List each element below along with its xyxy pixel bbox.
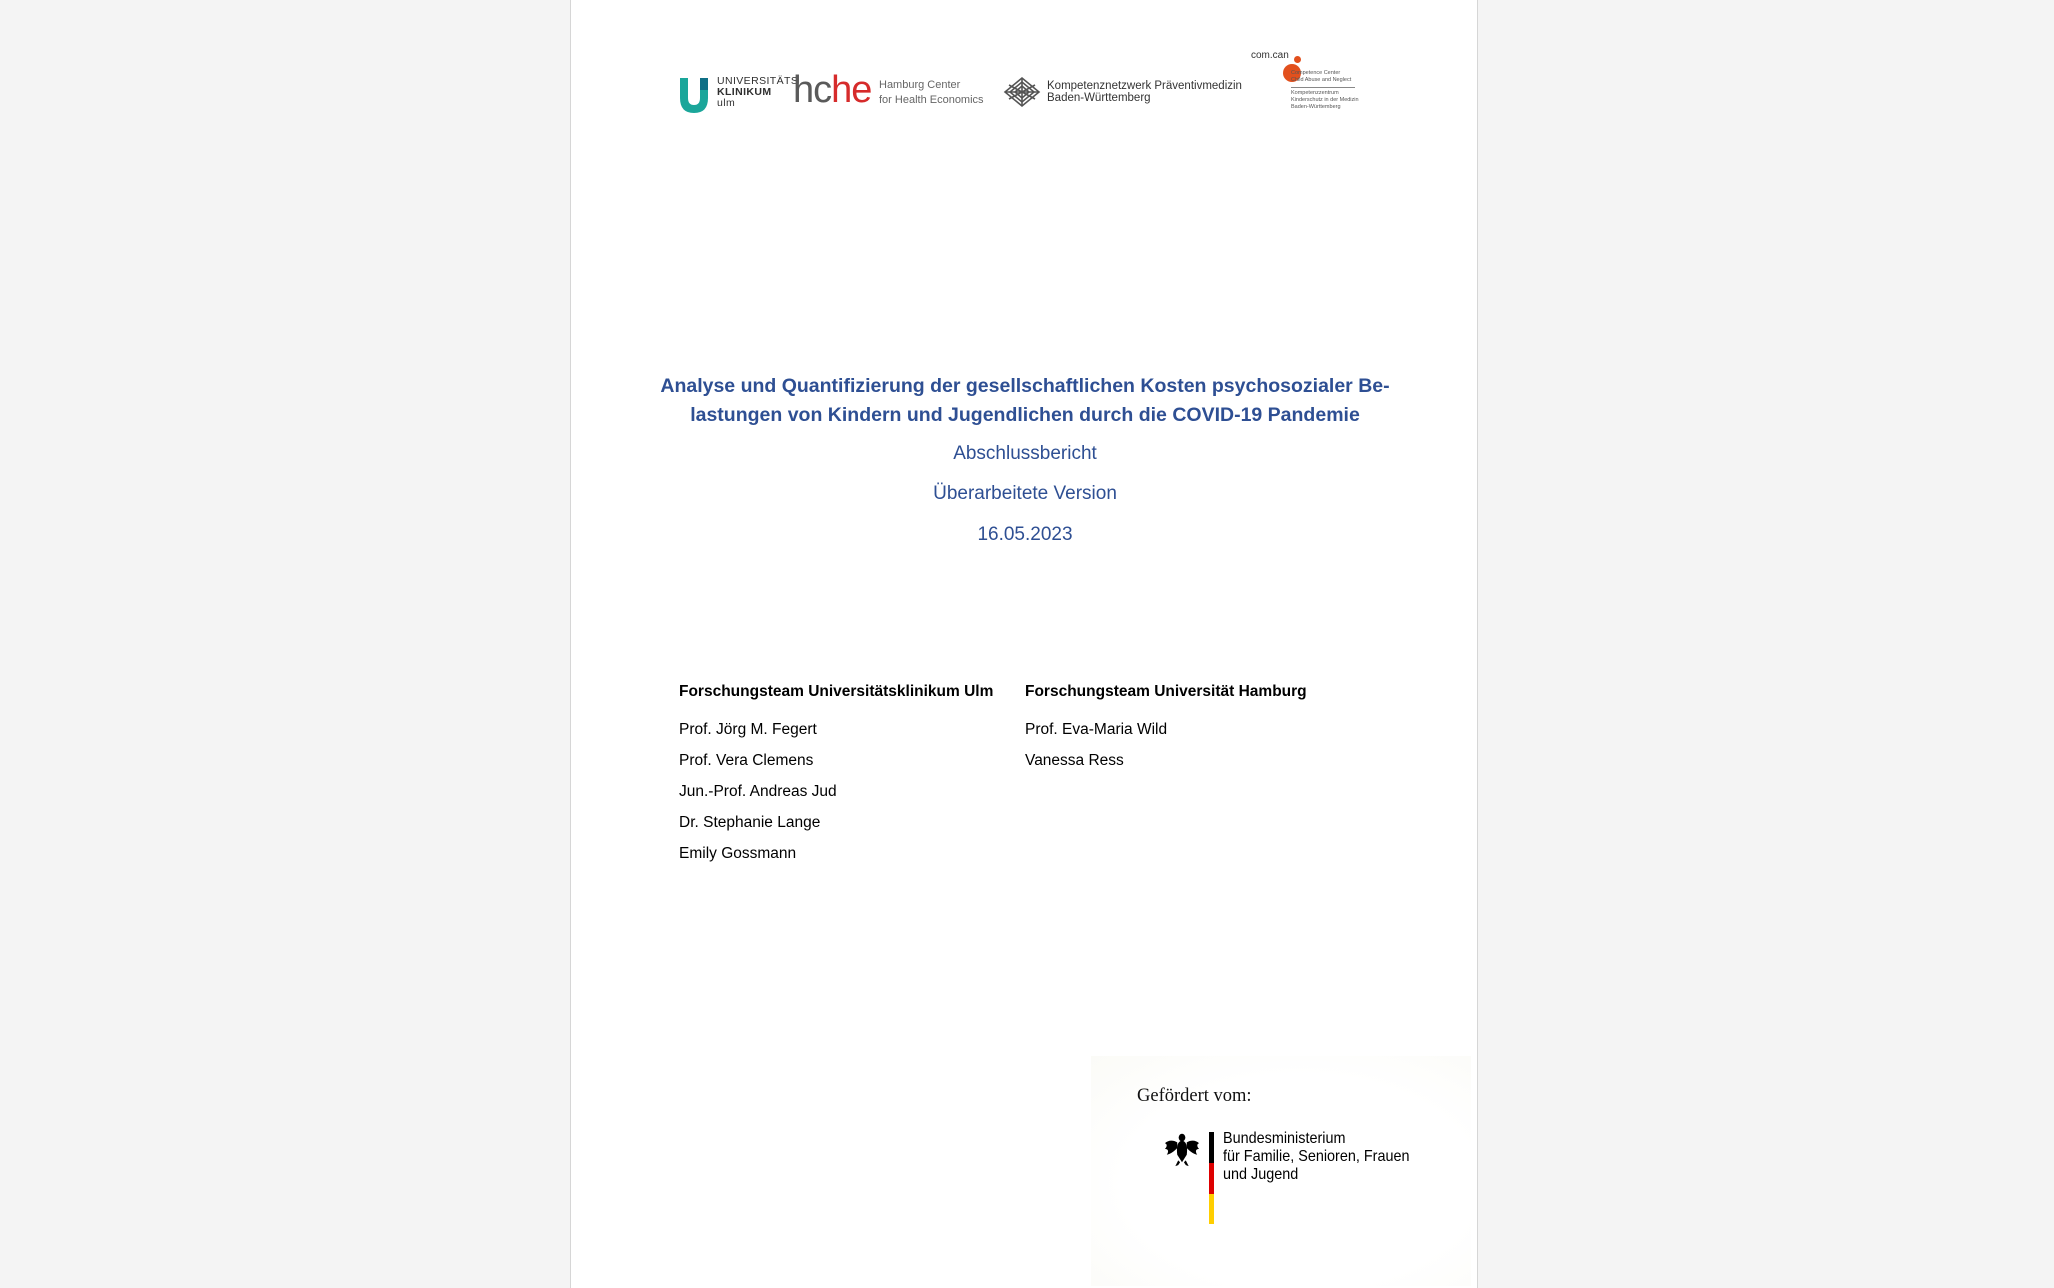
comcan-dot-small-icon — [1294, 56, 1301, 63]
comcan-line2: Child Abuse and Neglect — [1291, 77, 1352, 83]
team-ulm — [679, 682, 993, 875]
hche-subtitle-line2: for Health Economics — [879, 94, 984, 106]
federal-eagle-icon — [1163, 1130, 1201, 1168]
ulm-logo-line1: UNIVERSITÄTS — [717, 75, 799, 87]
report-title-line1: Analyse und Quantifizierung der gesellschaftlichen Kosten psychosozialer Be- — [660, 375, 1390, 397]
flag-gold-stripe — [1209, 1194, 1214, 1224]
comcan-english-text — [1291, 70, 1351, 84]
comcan-line3: Kompetenzzentrum — [1291, 90, 1339, 96]
comcan-name: com.can — [1251, 50, 1289, 61]
team-member: Jun.-Prof. Andreas Jud — [679, 783, 837, 800]
flag-red-stripe — [1209, 1163, 1214, 1194]
kompetenznetzwerk-cube-icon — [1001, 74, 1043, 110]
hche-mark-grey: hc — [793, 69, 832, 111]
kompetenznetzwerk-line1: Kompetenznetzwerk Präventivmedizin — [1047, 80, 1242, 92]
ministry-line3: und Jugend — [1223, 1166, 1299, 1183]
team-member: Prof. Vera Clemens — [679, 752, 814, 769]
ministry-line1: Bundesministerium — [1223, 1130, 1346, 1147]
ulm-logo-text — [717, 76, 798, 109]
team-member: Prof. Jörg M. Fegert — [679, 721, 817, 738]
team-hamburg-heading: Forschungsteam Universität Hamburg — [1025, 683, 1307, 700]
hche-wordmark — [793, 70, 871, 110]
comcan-line5: Baden-Württemberg — [1291, 104, 1341, 110]
report-date: 16.05.2023 — [977, 524, 1073, 545]
report-version: Überarbeitete Version — [933, 483, 1117, 504]
funded-by-label: Gefördert vom: — [1137, 1086, 1252, 1106]
team-member: Prof. Eva-Maria Wild — [1025, 721, 1168, 738]
comcan-line1: Competence Center — [1291, 70, 1341, 76]
ministry-name — [1223, 1130, 1409, 1184]
ulm-logo-line3: ulm — [717, 97, 736, 109]
comcan-logo — [1249, 48, 1365, 114]
flag-black-stripe — [1209, 1132, 1214, 1163]
ulm-u-icon — [677, 76, 711, 114]
report-title-line2: lastungen von Kindern und Jugendlichen durch die COVID-19 Pandemie — [690, 404, 1360, 426]
title-block — [651, 372, 1399, 547]
team-hamburg — [1025, 682, 1307, 782]
hche-mark-red: he — [831, 69, 872, 111]
kompetenznetzwerk-text — [1047, 80, 1242, 104]
comcan-german-text — [1291, 90, 1359, 111]
ministry-line2: für Familie, Senioren, Frauen — [1223, 1148, 1410, 1165]
german-flag-bar — [1209, 1132, 1214, 1224]
hche-subtitle-line1: Hamburg Center — [879, 79, 961, 91]
comcan-divider — [1291, 87, 1355, 88]
ulm-logo-line2: KLINIKUM — [717, 86, 772, 98]
comcan-line4: Kinderschutz in der Medizin — [1291, 97, 1359, 103]
team-member: Emily Gossmann — [679, 845, 797, 862]
hche-subtitle — [879, 78, 984, 108]
kompetenznetzwerk-line2: Baden-Württemberg — [1047, 92, 1151, 104]
team-ulm-heading: Forschungsteam Universitätsklinikum Ulm — [679, 683, 994, 700]
document-page — [570, 0, 1478, 1288]
team-member: Dr. Stephanie Lange — [679, 814, 821, 831]
team-member: Vanessa Ress — [1025, 752, 1124, 769]
report-type: Abschlussbericht — [953, 443, 1097, 464]
